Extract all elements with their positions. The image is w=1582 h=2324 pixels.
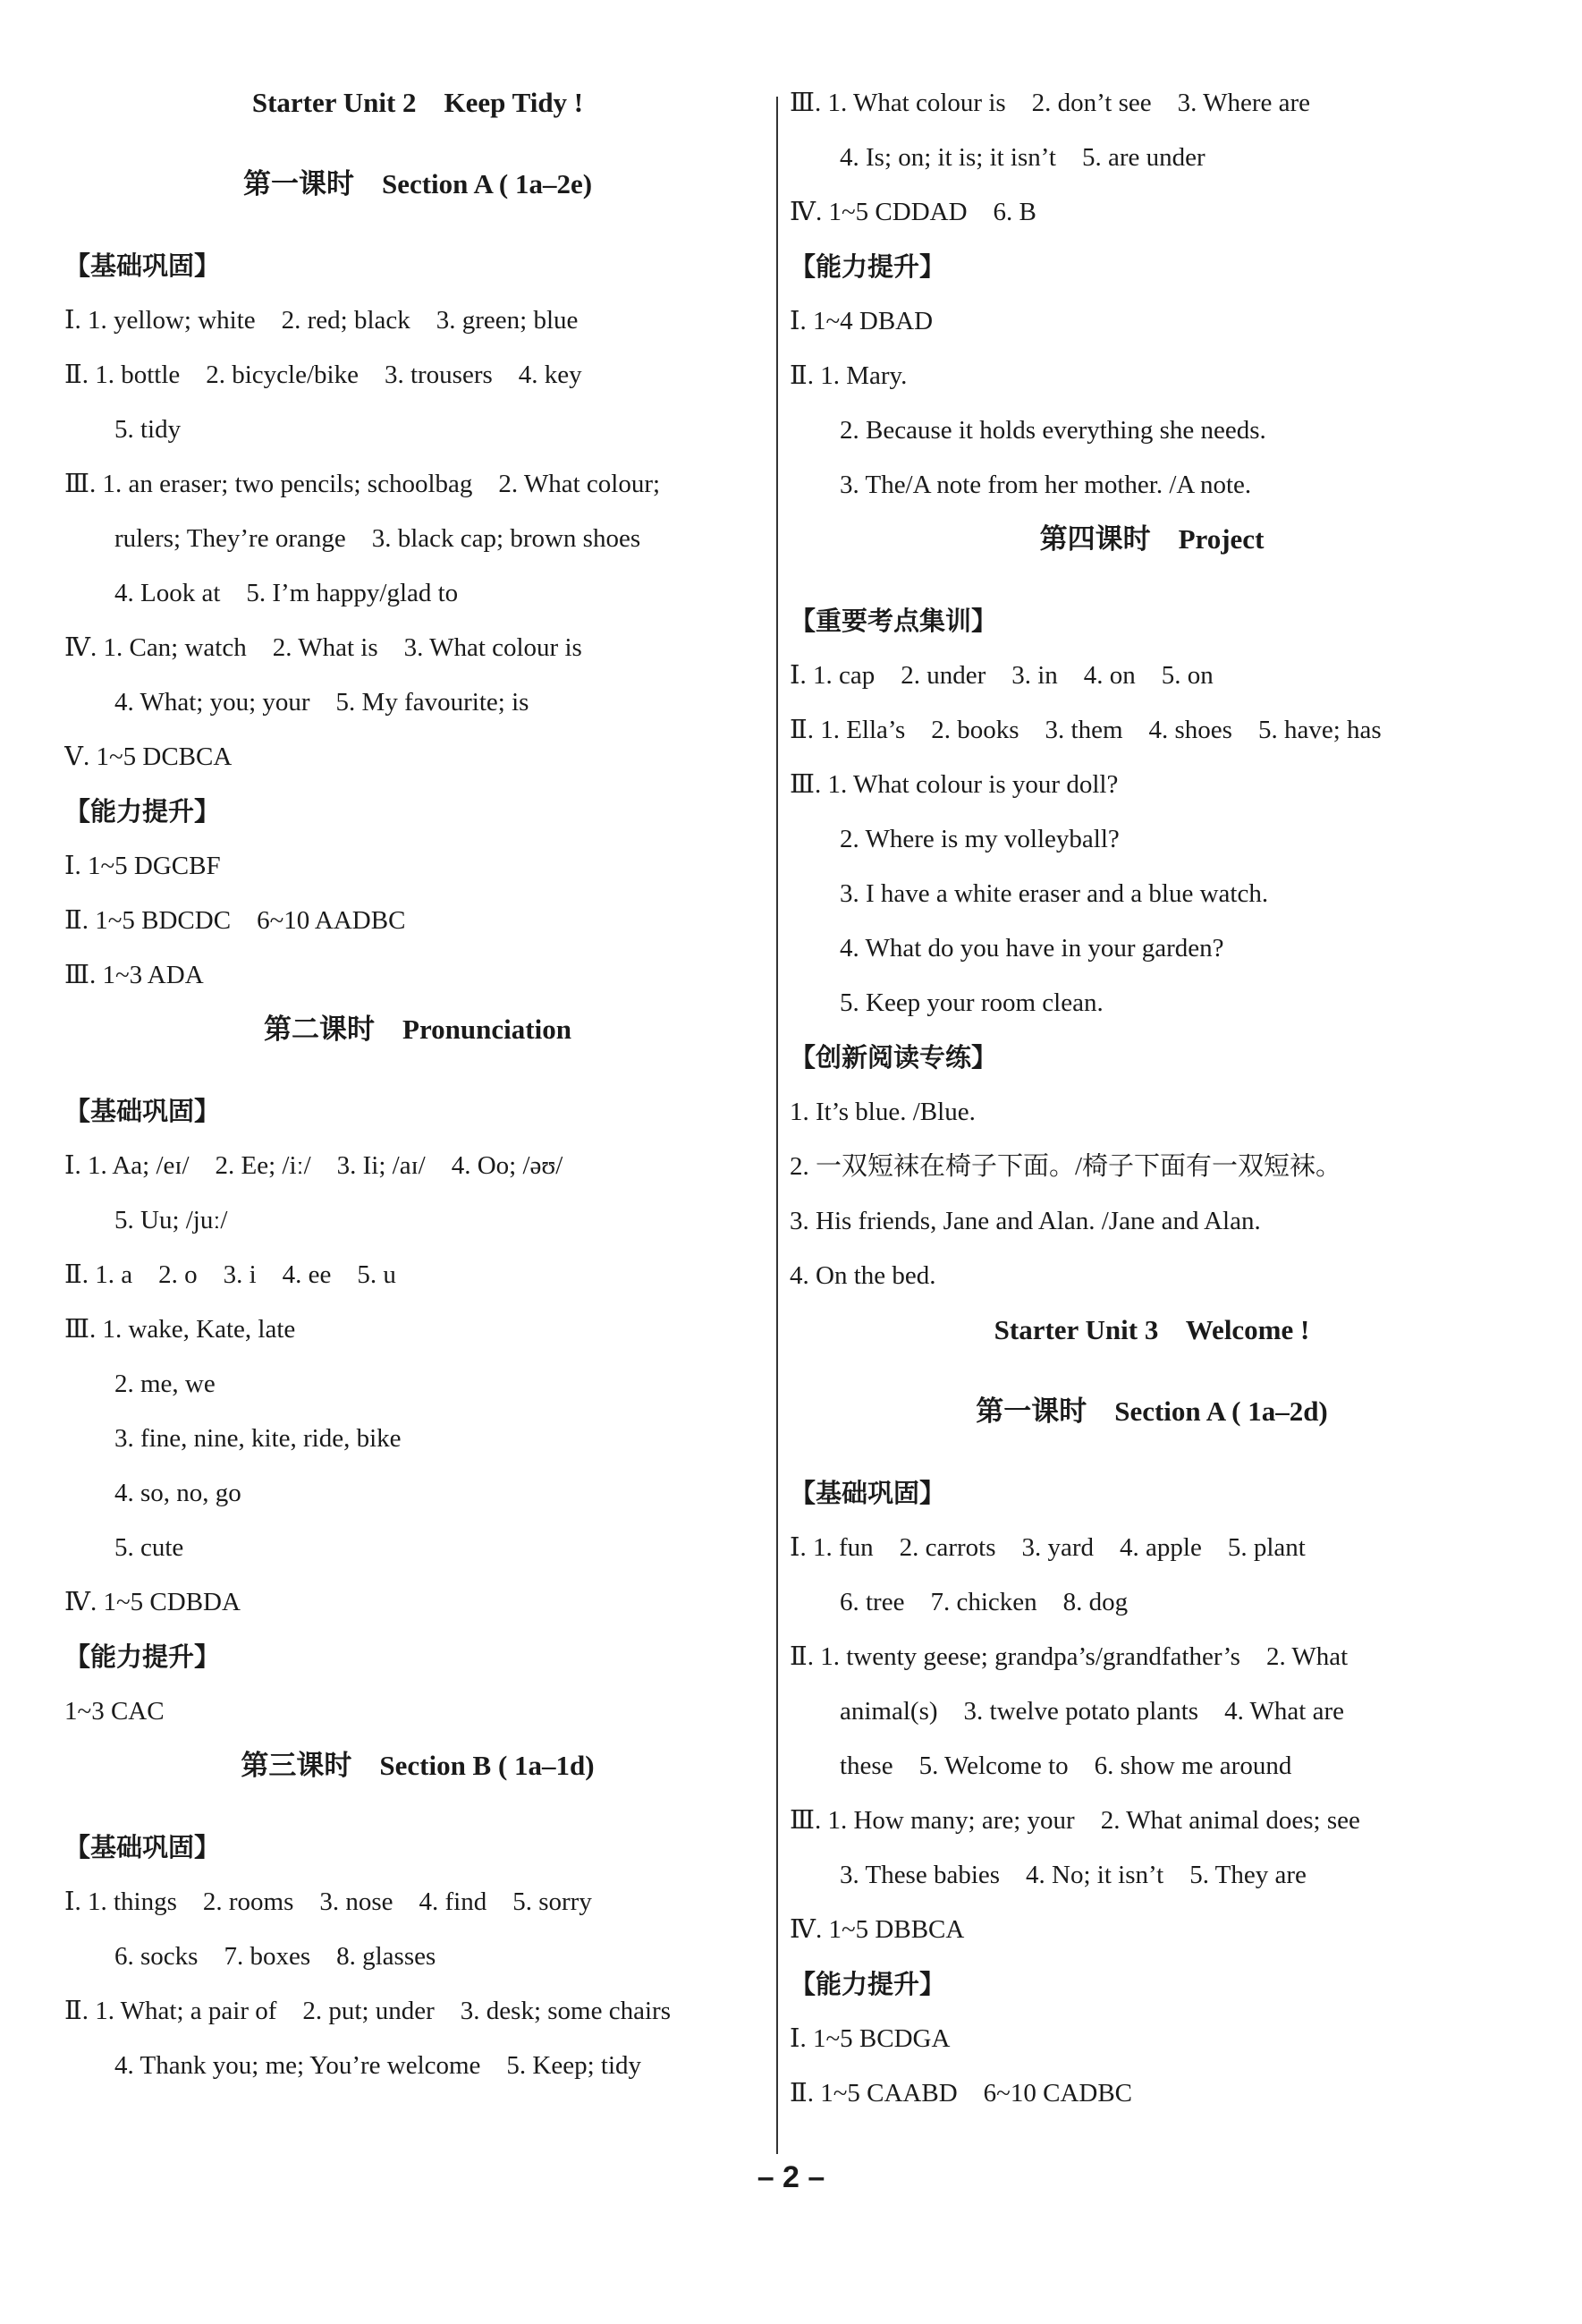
answer-line: 3. His friends, Jane and Alan. /Jane and Alan.	[790, 1208, 1261, 1235]
answer-line: 4. so, no, go	[114, 1480, 241, 1507]
answer-line: Ⅲ. 1. How many; are; your 2. What animal does; see	[790, 1807, 1360, 1835]
section-title: 第一课时 Section A ( 1a–2d)	[976, 1395, 1328, 1427]
answer-line: 6. socks 7. boxes 8. glasses	[114, 1943, 436, 1971]
answer-line: Ⅳ. 1~5 CDBDA	[64, 1589, 241, 1616]
answer-line: Ⅰ. 1. things 2. rooms 3. nose 4. find 5. sorry	[64, 1888, 592, 1916]
block-heading: 【能力提升】	[64, 1641, 221, 1672]
answer-line: 4. Is; on; it is; it isn’t 5. are under	[840, 144, 1206, 172]
answer-line: 2. Where is my volleyball?	[840, 826, 1120, 853]
block-heading: 【能力提升】	[64, 796, 221, 827]
column-divider	[776, 97, 778, 2154]
block-heading: 【重要考点集训】	[790, 606, 998, 636]
answer-line: 3. These babies 4. No; it isn’t 5. They are	[840, 1862, 1307, 1889]
page-number: – 2 –	[757, 2160, 825, 2194]
answer-line: 2. 一双短袜在椅子下面。/椅子下面有一双短袜。	[790, 1153, 1342, 1181]
answer-line: Ⅱ. 1~5 BDCDC 6~10 AADBC	[64, 907, 406, 935]
answer-line: 4. On the bed.	[790, 1262, 936, 1290]
answer-line: Ⅲ. 1~3 ADA	[64, 962, 204, 989]
answer-line: 3. The/A note from her mother. /A note.	[840, 471, 1252, 499]
answer-line: Ⅱ. 1. bottle 2. bicycle/bike 3. trousers 4. key	[64, 361, 582, 389]
answer-line: 5. Keep your room clean.	[840, 989, 1104, 1017]
answer-line: 5. cute	[114, 1534, 184, 1562]
answer-line: Ⅰ. 1~5 BCDGA	[790, 2025, 951, 2053]
answer-line: 3. I have a white eraser and a blue watch.	[840, 880, 1269, 908]
right-column	[790, 89, 1514, 2134]
block-heading: 【能力提升】	[790, 1969, 946, 1999]
answer-line: 3. fine, nine, kite, ride, bike	[114, 1425, 402, 1453]
answer-line: Ⅰ. 1. fun 2. carrots 3. yard 4. apple 5. plant	[790, 1534, 1306, 1562]
answer-line: 1~3 CAC	[64, 1698, 165, 1726]
answer-line: Ⅲ. 1. an eraser; two pencils; schoolbag 2. What colour;	[64, 471, 661, 498]
answer-line: 4. What; you; your 5. My favourite; is	[114, 689, 529, 717]
answer-line: these 5. Welcome to 6. show me around	[840, 1752, 1292, 1780]
answer-line: 5. Uu; /juː/	[114, 1207, 228, 1234]
answer-line: Ⅲ. 1. wake, Kate, late	[64, 1316, 296, 1344]
section-title: 第三课时 Section B ( 1a–1d)	[241, 1750, 595, 1781]
section-title: 第四课时 Project	[1039, 523, 1265, 555]
answer-line: Ⅱ. 1. twenty geese; grandpa’s/grandfather’s 2. What	[790, 1643, 1349, 1671]
answer-line: Ⅲ. 1. What colour is your doll?	[790, 771, 1119, 799]
answer-line: Ⅱ. 1. Mary.	[790, 362, 908, 390]
answer-line: 1. It’s blue. /Blue.	[790, 1098, 976, 1126]
answer-line: Ⅰ. 1. yellow; white 2. red; black 3. green; blue	[64, 307, 579, 335]
block-heading: 【基础巩固】	[64, 1832, 221, 1862]
answer-line: Ⅱ. 1. Ella’s 2. books 3. them 4. shoes 5. have; has	[790, 717, 1382, 744]
answer-line: Ⅰ. 1. cap 2. under 3. in 4. on 5. on	[790, 662, 1214, 690]
answer-line: animal(s) 3. twelve potato plants 4. What are	[840, 1698, 1344, 1726]
block-heading: 【基础巩固】	[64, 250, 221, 281]
block-heading: 【基础巩固】	[64, 1096, 221, 1126]
answer-line: Ⅳ. 1. Can; watch 2. What is 3. What colour is	[64, 634, 582, 662]
answer-line: 2. me, we	[114, 1370, 216, 1398]
block-heading: 【能力提升】	[790, 251, 946, 282]
answer-line: Ⅳ. 1~5 DBBCA	[790, 1916, 965, 1944]
section-title: Starter Unit 3 Welcome !	[994, 1314, 1310, 1345]
answer-line: 6. tree 7. chicken 8. dog	[840, 1589, 1129, 1616]
answer-line: Ⅴ. 1~5 DCBCA	[64, 743, 233, 771]
answer-line: Ⅱ. 1~5 CAABD 6~10 CADBC	[790, 2080, 1133, 2108]
answer-line: Ⅰ. 1~4 DBAD	[790, 308, 934, 335]
answer-line: Ⅳ. 1~5 CDDAD 6. B	[790, 199, 1036, 226]
answer-line: 4. Thank you; me; You’re welcome 5. Keep; tidy	[114, 2052, 642, 2080]
answer-line: rulers; They’re orange 3. black cap; brown shoes	[114, 525, 641, 553]
section-title: 第二课时 Pronunciation	[264, 1014, 571, 1045]
answer-line: Ⅰ. 1. Aa; /eɪ/ 2. Ee; /iː/ 3. Ii; /aɪ/ 4. Oo; /əʊ/	[64, 1152, 563, 1180]
answer-line: Ⅱ. 1. What; a pair of 2. put; under 3. desk; some chairs	[64, 1997, 671, 2025]
answer-line: Ⅲ. 1. What colour is 2. don’t see 3. Where are	[790, 89, 1311, 117]
block-heading: 【创新阅读专练】	[790, 1042, 998, 1073]
answer-line: Ⅰ. 1~5 DGCBF	[64, 852, 221, 880]
block-heading: 【基础巩固】	[790, 1478, 946, 1508]
answer-line: 2. Because it holds everything she needs.	[840, 417, 1266, 445]
left-column	[64, 89, 771, 2107]
answer-line: Ⅱ. 1. a 2. o 3. i 4. ee 5. u	[64, 1261, 396, 1289]
answer-line: 5. tidy	[114, 416, 182, 444]
section-title: 第一课时 Section A ( 1a–2e)	[242, 168, 593, 199]
answer-line: 4. Look at 5. I’m happy/glad to	[114, 580, 459, 607]
answer-line: 4. What do you have in your garden?	[840, 935, 1224, 963]
section-title: Starter Unit 2 Keep Tidy !	[251, 87, 584, 118]
